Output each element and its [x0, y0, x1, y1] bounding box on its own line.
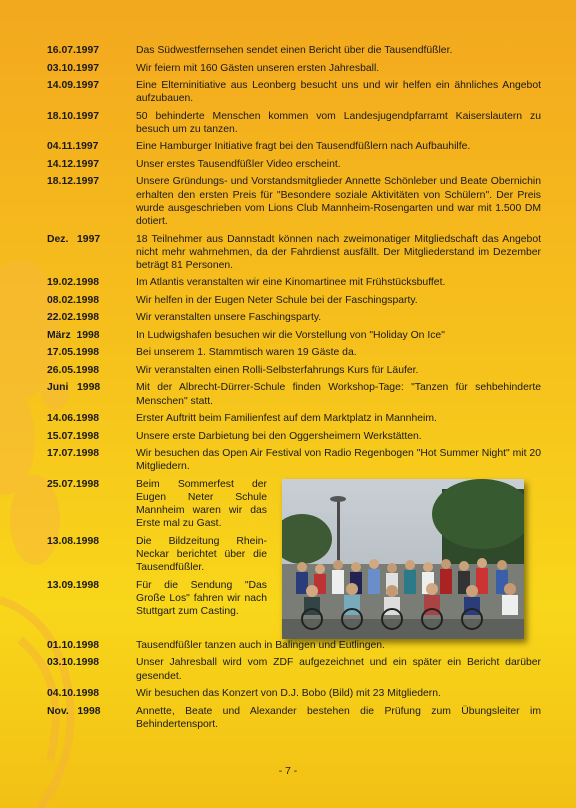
entry-date: 22.02.1998	[47, 312, 100, 324]
entry-date: 26.05.1998	[47, 364, 100, 376]
entry-text: Die Bildzeitung Rhein-Neckar berichtet über die Tausendfüßler.	[136, 535, 267, 574]
timeline-entry	[47, 535, 267, 575]
timeline	[47, 44, 541, 735]
entry-date: 18.12.1997	[47, 176, 100, 188]
entry-text: Unser Jahresball wird vom ZDF aufgezeichnet und ein später ein Bericht darüber gesendet.	[136, 657, 541, 682]
timeline-entry	[47, 140, 541, 153]
entry-date: 13.08.1998	[47, 535, 100, 547]
entry-date: 01.10.1998	[47, 639, 100, 651]
entry-text: Bei unserem 1. Stammtisch waren 19 Gäste da.	[136, 347, 357, 359]
timeline-entry	[47, 233, 541, 273]
timeline-entry	[47, 110, 541, 136]
entry-date: 16.07.1997	[47, 45, 100, 56]
group-photo-image	[282, 479, 524, 639]
entry-text: 18 Teilnehmer aus Dannstadt können nach zweimonatiger Mitgliedschaft das Angebot nicht mehr wahrnehmen, da der Fahrdienst ausfällt. Der Mitgliederstand im Dezember beträgt 81 Personen.	[136, 233, 541, 271]
entry-date: 14.12.1997	[47, 158, 100, 170]
timeline-entry	[47, 329, 541, 342]
timeline-entry	[47, 346, 541, 359]
entry-text: Erster Auftritt beim Familienfest auf dem Marktplatz in Mannheim.	[136, 413, 437, 425]
entry-text: Für die Sendung "Das Große Los" fahren wir nach Stuttgart zum Casting.	[136, 579, 267, 618]
entry-text: Unser erstes Tausendfüßler Video erscheint.	[136, 158, 341, 170]
entry-text: Wir helfen in der Eugen Neter Schule bei der Faschingsparty.	[136, 294, 418, 306]
entry-date: Dez. 1997	[47, 233, 101, 245]
entry-text: Beim Sommerfest der Eugen Neter Schule Mannheim waren wir das Erste mal zu Gast.	[136, 478, 267, 530]
entry-date: 03.10.1998	[47, 657, 100, 669]
entry-date: März 1998	[47, 329, 100, 341]
entry-text: Wir feiern mit 160 Gästen unseren ersten Jahresball.	[136, 62, 380, 74]
entry-date: Juni 1998	[47, 382, 101, 394]
timeline-entry	[47, 276, 541, 289]
timeline-entry	[47, 447, 541, 473]
timeline-entry	[47, 294, 541, 307]
page-number: - 7 -	[278, 766, 298, 777]
timeline-bottom-list	[47, 639, 541, 731]
entry-date: 04.11.1997	[47, 141, 99, 153]
entry-text: Unsere Gründungs- und Vorstandsmitglieder Annette Schönleber und Beate Obernichin erhalten den ersten Preis für "Besondere soziale Aktivitäten von Schülern". Der Preis wurde ausgeschrieben vom Lions Club Mannheim-Rosengarten und war mit 1.500 DM dotiert.	[136, 176, 541, 228]
entry-text: Wir besuchen das Open Air Festival von Radio Regenbogen "Hot Summer Night" mit 20 Mitgliedern.	[136, 448, 541, 473]
timeline-entry	[47, 412, 541, 425]
entry-date: 19.02.1998	[47, 277, 100, 289]
entry-date: 14.06.1998	[47, 413, 100, 425]
entry-date: 14.09.1997	[47, 80, 100, 91]
entry-text: Im Atlantis veranstalten wir eine Kinomartinee mit Frühstücksbuffet.	[136, 277, 446, 289]
entry-text: Unsere erste Darbietung bei den Oggersheimern Werkstätten.	[136, 430, 422, 442]
entry-text: Wir besuchen das Konzert von D.J. Bobo (Bild) mit 23 Mitgliedern.	[136, 688, 441, 700]
entry-text: Das Südwestfernsehen sendet einen Bericht über die Tausendfüßler.	[136, 45, 453, 56]
entry-date: 15.07.1998	[47, 430, 100, 442]
timeline-entry	[47, 62, 541, 75]
entry-text: In Ludwigshafen besuchen wir die Vorstellung von "Holiday On Ice"	[136, 329, 445, 341]
timeline-entry	[47, 311, 541, 324]
entry-date: Nov. 1998	[47, 705, 101, 717]
entry-date: 25.07.1998	[47, 478, 100, 490]
timeline-entry	[47, 430, 541, 443]
timeline-entry	[47, 478, 267, 531]
entry-date: 08.02.1998	[47, 294, 100, 306]
entry-date: 03.10.1997	[47, 62, 100, 74]
timeline-photo-section	[47, 478, 541, 639]
timeline-entry	[47, 175, 541, 228]
entry-text: Tausendfüßler tanzen auch in Balingen und Eutlingen.	[136, 639, 385, 651]
entry-date: 17.05.1998	[47, 347, 100, 359]
entry-text: Annette, Beate und Alexander bestehen die Prüfung zum Übungsleiter im Behindertensport.	[136, 705, 541, 730]
timeline-entry	[47, 381, 541, 407]
entry-date: 13.09.1998	[47, 579, 100, 591]
entry-date: 04.10.1998	[47, 688, 100, 700]
timeline-entry	[47, 705, 541, 731]
timeline-entry	[47, 364, 541, 377]
timeline-entry	[47, 579, 267, 619]
timeline-entry	[47, 158, 541, 171]
entry-text: Mit der Albrecht-Dürrer-Schule finden Workshop-Tage: "Tanzen für sehbehinderte Menschen" statt.	[136, 382, 541, 407]
entry-text: Wir veranstalten unsere Faschingsparty.	[136, 312, 322, 324]
entry-text: Eine Elterninitiative aus Leonberg besucht uns und wir helfen ein ähnliches Angebot aufzubauen.	[136, 80, 541, 105]
entry-text: 50 behinderte Menschen kommen vom Landesjugendpfarramt Kaiserslautern zu besuch um zu tanzen.	[136, 110, 541, 135]
entry-text: Wir veranstalten einen Rolli-Selbsterfahrungs Kurs für Läufer.	[136, 364, 419, 376]
timeline-entry	[47, 687, 541, 700]
group-photo	[282, 479, 524, 639]
timeline-entry	[47, 79, 541, 105]
entry-text: Eine Hamburger Initiative fragt bei den Tausendfüßlern nach Aufbauhilfe.	[136, 141, 471, 153]
entry-date: 18.10.1997	[47, 110, 100, 122]
timeline-entry	[47, 44, 541, 57]
timeline-entry	[47, 639, 541, 652]
timeline-photo-list	[47, 478, 267, 623]
entry-date: 17.07.1998	[47, 448, 100, 460]
timeline-entry	[47, 656, 541, 682]
timeline-top-list	[47, 44, 541, 474]
